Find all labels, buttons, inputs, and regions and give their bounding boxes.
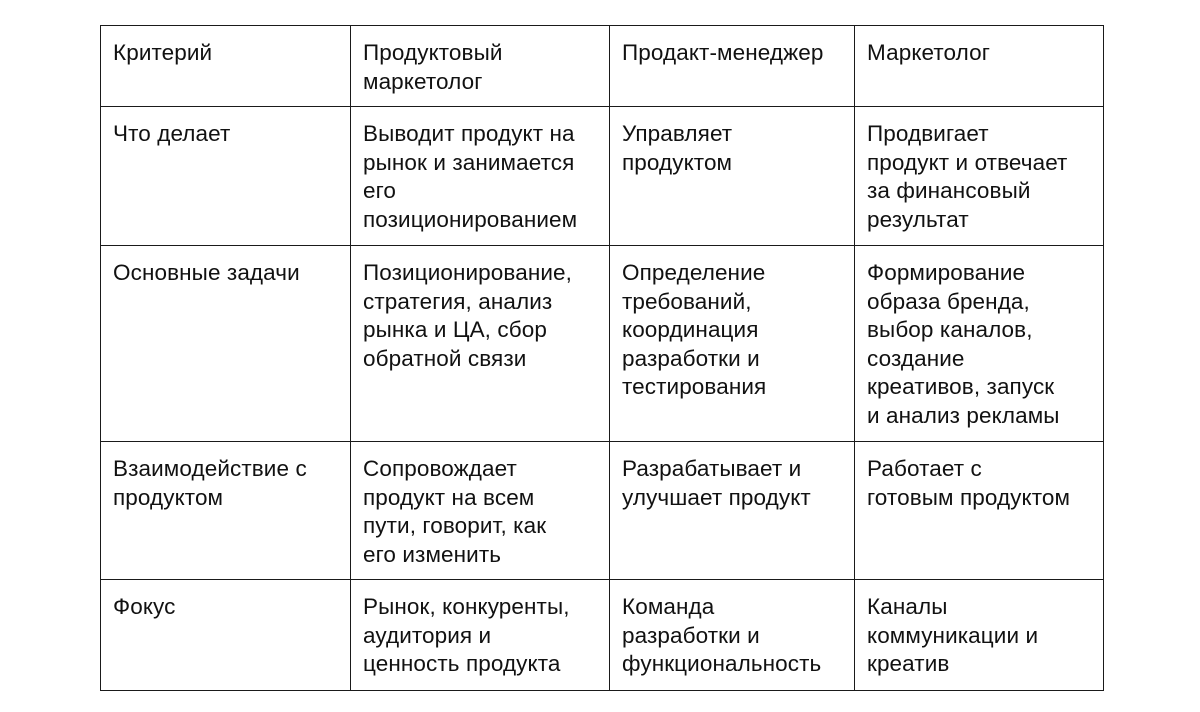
table-header-row	[101, 26, 1104, 107]
table-cell: Сопровождает продукт на всем пути, говорит, как его изменить	[351, 442, 610, 580]
table-cell: Каналы коммуникации и креатив	[855, 580, 1104, 691]
header-cell-criterion: Критерий	[101, 26, 351, 107]
table-cell: Фокус	[101, 580, 351, 691]
header-cell-marketer: Маркетолог	[855, 26, 1104, 107]
comparison-table	[100, 25, 1104, 691]
header-cell-product-manager: Продакт-менеджер	[610, 26, 855, 107]
table-row	[101, 246, 1104, 442]
table-cell: Основные задачи	[101, 246, 351, 442]
table-cell: Выводит продукт на рынок и занимается его позиционированием	[351, 107, 610, 246]
table-cell: Рынок, конкуренты, аудитория и ценность продукта	[351, 580, 610, 691]
table-cell: Формирование образа бренда, выбор каналов, создание креативов, запуск и анализ рекламы	[855, 246, 1104, 442]
table-row	[101, 107, 1104, 246]
table-row	[101, 580, 1104, 691]
table-cell: Продвигает продукт и отвечает за финансовый результат	[855, 107, 1104, 246]
header-cell-product-marketer: Продуктовый маркетолог	[351, 26, 610, 107]
table-cell: Что делает	[101, 107, 351, 246]
table-cell: Определение требований, координация разработки и тестирования	[610, 246, 855, 442]
table-cell: Взаимодействие с продуктом	[101, 442, 351, 580]
table-cell: Команда разработки и функциональность	[610, 580, 855, 691]
table-cell: Работает с готовым продуктом	[855, 442, 1104, 580]
table-cell: Позиционирование, стратегия, анализ рынка и ЦА, сбор обратной связи	[351, 246, 610, 442]
table-cell: Разрабатывает и улучшает продукт	[610, 442, 855, 580]
table-cell: Управляет продуктом	[610, 107, 855, 246]
table-row	[101, 442, 1104, 580]
